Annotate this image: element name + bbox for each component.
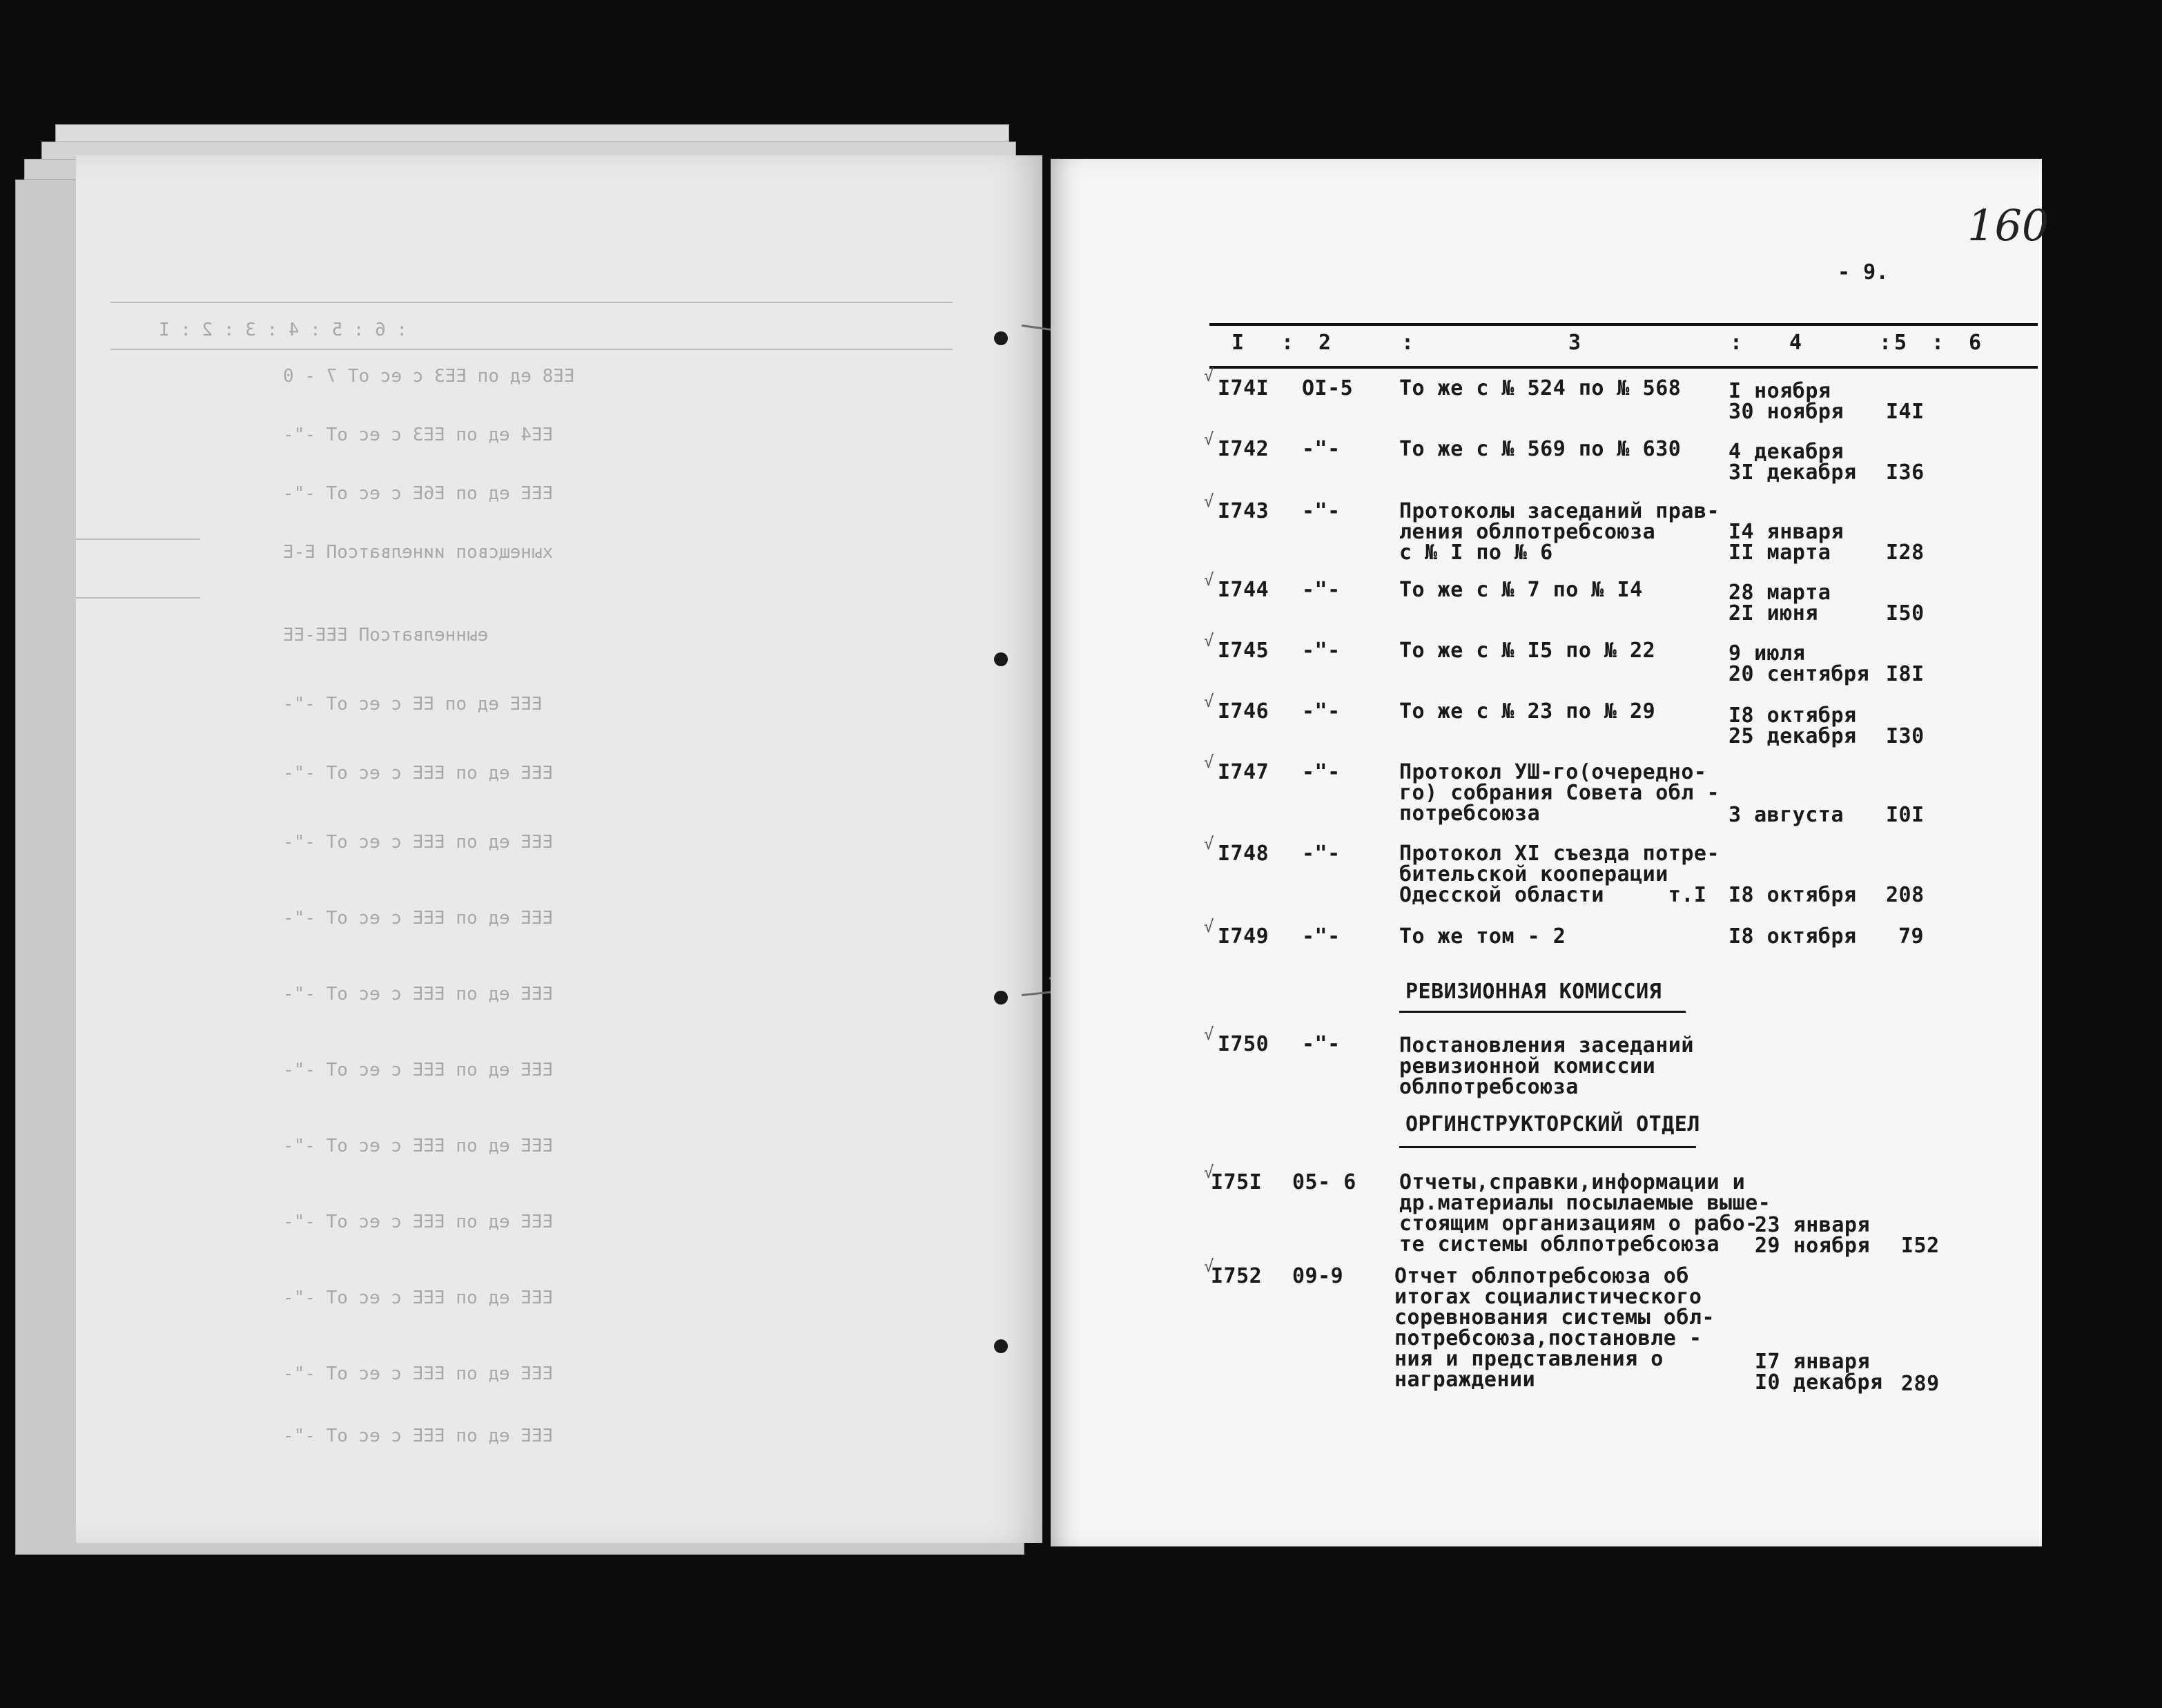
- ghost-rule: [110, 349, 953, 350]
- row-date-start: 28 марта: [1728, 581, 1831, 605]
- row-index: -"-: [1302, 499, 1341, 523]
- row-sheets: 79: [1898, 924, 1925, 949]
- punch-hole: [994, 652, 1008, 666]
- ghost-row: ЕЕЕ ед оп ЕЕЕ с ес оТ -"-: [283, 908, 554, 929]
- row-title: Постановления заседаний: [1399, 1033, 1694, 1058]
- row-date-start: 3 августа: [1728, 803, 1844, 827]
- row-sheets: I50: [1886, 601, 1925, 625]
- ghost-row: ЕЕ4 ед оп ЕЕ3 с ес оТ -"-: [283, 425, 554, 445]
- row-date-start: I ноября: [1728, 379, 1831, 403]
- row-title: потребсоюза,постановле -: [1394, 1326, 1702, 1350]
- row-date-start: I8 октября: [1728, 924, 1857, 949]
- check-mark: √: [1204, 1025, 1214, 1044]
- row-date-start: 23 января: [1755, 1213, 1871, 1237]
- section-underline: [1399, 1011, 1686, 1013]
- row-title: То же том - 2: [1399, 924, 1566, 949]
- check-mark: √: [1204, 917, 1214, 936]
- check-mark: √: [1204, 429, 1214, 449]
- col-sep: :: [1879, 331, 1892, 355]
- check-mark: √: [1204, 834, 1214, 853]
- ghost-row: ЕЕЕ ед оп ЕЕЕ с ес оТ -"-: [283, 1288, 554, 1308]
- row-number: I747: [1218, 760, 1269, 784]
- ghost-header: : 6 : 5 : 4 : 3 : 2 : I: [159, 320, 408, 340]
- col-sep: :: [1730, 331, 1743, 355]
- row-date-end: 29 ноября: [1755, 1234, 1871, 1258]
- row-number: I744: [1218, 578, 1269, 602]
- row-title: То же с № 7 по № I4: [1399, 578, 1643, 602]
- row-index: -"-: [1302, 924, 1341, 949]
- check-mark: √: [1204, 492, 1214, 511]
- row-title: те системы облпотребсоюза: [1399, 1232, 1720, 1256]
- punch-hole: [994, 991, 1008, 1005]
- ghost-row: ЕЕЕ ед оп ЕЕЕ с ес оТ -"-: [283, 1136, 554, 1156]
- row-title: Отчет облпотребсоюза об: [1394, 1264, 1689, 1288]
- row-number: I752: [1211, 1264, 1263, 1288]
- row-title: бительской кооперации: [1399, 862, 1668, 886]
- row-sheets: I28: [1886, 541, 1925, 565]
- left-page-bleed-through: [76, 155, 1042, 1543]
- row-date-end: 3I декабря: [1728, 460, 1857, 485]
- page-number: - 9.: [1838, 260, 1889, 284]
- ghost-row: ЕЕЕ ед оп ЕЕЕ с ес оТ -"-: [283, 1212, 554, 1232]
- check-mark: √: [1204, 692, 1214, 711]
- row-number: I749: [1218, 924, 1269, 949]
- col-sep: :: [1931, 331, 1945, 355]
- ghost-rule: [76, 538, 200, 540]
- row-date-end: 2I июня: [1728, 601, 1818, 625]
- col-5: 5: [1894, 331, 1907, 355]
- check-mark: √: [1204, 366, 1214, 385]
- row-number: I74I: [1218, 376, 1269, 400]
- row-index: -"-: [1302, 842, 1341, 866]
- row-index: -"-: [1302, 437, 1341, 461]
- row-sheets: I52: [1901, 1234, 1940, 1258]
- row-number: I746: [1218, 699, 1269, 724]
- col-1: I: [1231, 331, 1245, 355]
- row-date-end: 20 сентября: [1728, 662, 1870, 686]
- ghost-row: ЕЕЕ ед оп Е6Е с ес оТ -"-: [283, 483, 554, 504]
- ghost-row: ЕЕЕ ед оп ЕЕЕ с ес оТ -"-: [283, 1060, 554, 1080]
- row-number: I748: [1218, 842, 1269, 866]
- row-date-end: 25 декабря: [1728, 724, 1857, 748]
- row-title: Протокол УШ-го(очередно-: [1399, 760, 1707, 784]
- ghost-row: ЕЕЕ ед оп ЕЕЕ с ес оТ -"-: [283, 832, 554, 853]
- row-index: 05- 6: [1292, 1170, 1356, 1194]
- col-4: 4: [1789, 331, 1802, 355]
- row-index: 09-9: [1292, 1264, 1344, 1288]
- row-date-end: II марта: [1728, 541, 1831, 565]
- row-title: облпотребсоюза: [1399, 1075, 1579, 1099]
- row-title: потребсоюза: [1399, 802, 1541, 826]
- section-underline: [1399, 1146, 1696, 1148]
- row-title: Отчеты,справки,информации и: [1399, 1170, 1746, 1194]
- ghost-rule: [76, 597, 200, 599]
- header-rule-bottom: [1209, 366, 2038, 369]
- ghost-row: ЕЕ8 ед оп ЕЕ3 с ес оТ 7 - 0: [283, 366, 575, 387]
- right-page: [1051, 159, 2049, 1546]
- row-date-start: I8 октября: [1728, 703, 1857, 728]
- ghost-row: ЕЕЕ ед оп ЕЕЕ с ес оТ -"-: [283, 763, 554, 784]
- row-number: I75I: [1211, 1170, 1263, 1194]
- row-title: ния и представления о: [1394, 1347, 1664, 1371]
- row-title: соревнования системы обл-: [1394, 1306, 1715, 1330]
- row-title: итогах социалистического: [1394, 1285, 1702, 1309]
- row-title: ревизионной комиссии: [1399, 1054, 1656, 1078]
- col-6: 6: [1969, 331, 1982, 355]
- row-number: I742: [1218, 437, 1269, 461]
- section-title: РЕВИЗИОННАЯ КОМИССИЯ: [1405, 980, 1662, 1004]
- header-rule-top: [1209, 323, 2038, 326]
- row-sheets: I8I: [1886, 662, 1925, 686]
- punch-hole: [994, 331, 1008, 345]
- row-title: То же с № 524 по № 568: [1399, 376, 1682, 400]
- ghost-rule: [110, 302, 953, 303]
- row-title: То же с № I5 по № 22: [1399, 639, 1656, 663]
- row-title: др.материалы посылаемые выше-: [1399, 1191, 1771, 1215]
- row-sheets: 208: [1886, 883, 1925, 907]
- row-date-end: I0 декабря: [1755, 1370, 1883, 1395]
- ghost-row: еыннелватсоП ЕЕЕ-ЕЕ: [283, 625, 489, 646]
- punch-hole: [994, 1339, 1008, 1353]
- check-mark: √: [1204, 631, 1214, 650]
- row-date-start: I8 октября: [1728, 883, 1857, 907]
- row-index: -"-: [1302, 1032, 1341, 1056]
- ghost-row: ЕЕЕ ед оп ЕЕЕ с ес оТ -"-: [283, 1364, 554, 1384]
- check-mark: √: [1204, 1256, 1214, 1276]
- row-title: То же с № 569 по № 630: [1399, 437, 1682, 461]
- ghost-row: ЕЕЕ ед оп ЕЕ с ес оТ -"-: [283, 694, 543, 715]
- row-title: ления облпотребсоюза: [1399, 520, 1656, 544]
- row-date-end: 30 ноября: [1728, 400, 1844, 424]
- row-sheets: I36: [1886, 460, 1925, 485]
- row-sheets: I30: [1886, 724, 1925, 748]
- row-title: То же с № 23 по № 29: [1399, 699, 1656, 724]
- ghost-row: ЕЕЕ ед оп ЕЕЕ с ес оТ -"-: [283, 1426, 554, 1446]
- row-sheets: I4I: [1886, 400, 1925, 424]
- row-index: OI-5: [1302, 376, 1354, 400]
- row-title: Протокол XI съезда потре-: [1399, 842, 1720, 866]
- row-date-start: I4 января: [1728, 520, 1844, 544]
- row-sheets: 289: [1901, 1372, 1940, 1396]
- row-sheets: I0I: [1886, 803, 1925, 827]
- row-date-start: 9 июля: [1728, 641, 1806, 666]
- row-date-start: I7 января: [1755, 1350, 1871, 1374]
- ghost-row: ЕЕЕ ед оп ЕЕЕ с ес оТ -"-: [283, 984, 554, 1005]
- row-title: стоящим организациям о рабо-: [1399, 1212, 1758, 1236]
- row-title: Протоколы заседаний прав-: [1399, 499, 1720, 523]
- row-index: -"-: [1302, 578, 1341, 602]
- row-index: -"-: [1302, 639, 1341, 663]
- row-title: Одесской области т.I: [1399, 883, 1707, 907]
- ghost-row: хынещсвоп иинелватсоП Е-Е: [283, 542, 554, 563]
- row-title: награждении: [1394, 1368, 1536, 1392]
- col-3: 3: [1568, 331, 1581, 355]
- check-mark: √: [1204, 753, 1214, 772]
- row-date-start: 4 декабря: [1728, 440, 1844, 464]
- row-title: с № I по № 6: [1399, 541, 1553, 565]
- check-mark: √: [1204, 1163, 1214, 1182]
- col-sep: :: [1401, 331, 1414, 355]
- folio-number: 160: [1967, 200, 2049, 251]
- col-sep: :: [1281, 331, 1294, 355]
- row-number: I745: [1218, 639, 1269, 663]
- row-number: I750: [1218, 1032, 1269, 1056]
- row-index: -"-: [1302, 760, 1341, 784]
- col-2: 2: [1318, 331, 1332, 355]
- row-index: -"-: [1302, 699, 1341, 724]
- section-title: ОРГИНСТРУКТОРСКИЙ ОТДЕЛ: [1405, 1112, 1700, 1136]
- check-mark: √: [1204, 570, 1214, 590]
- row-number: I743: [1218, 499, 1269, 523]
- row-title: го) собрания Совета обл -: [1399, 781, 1720, 805]
